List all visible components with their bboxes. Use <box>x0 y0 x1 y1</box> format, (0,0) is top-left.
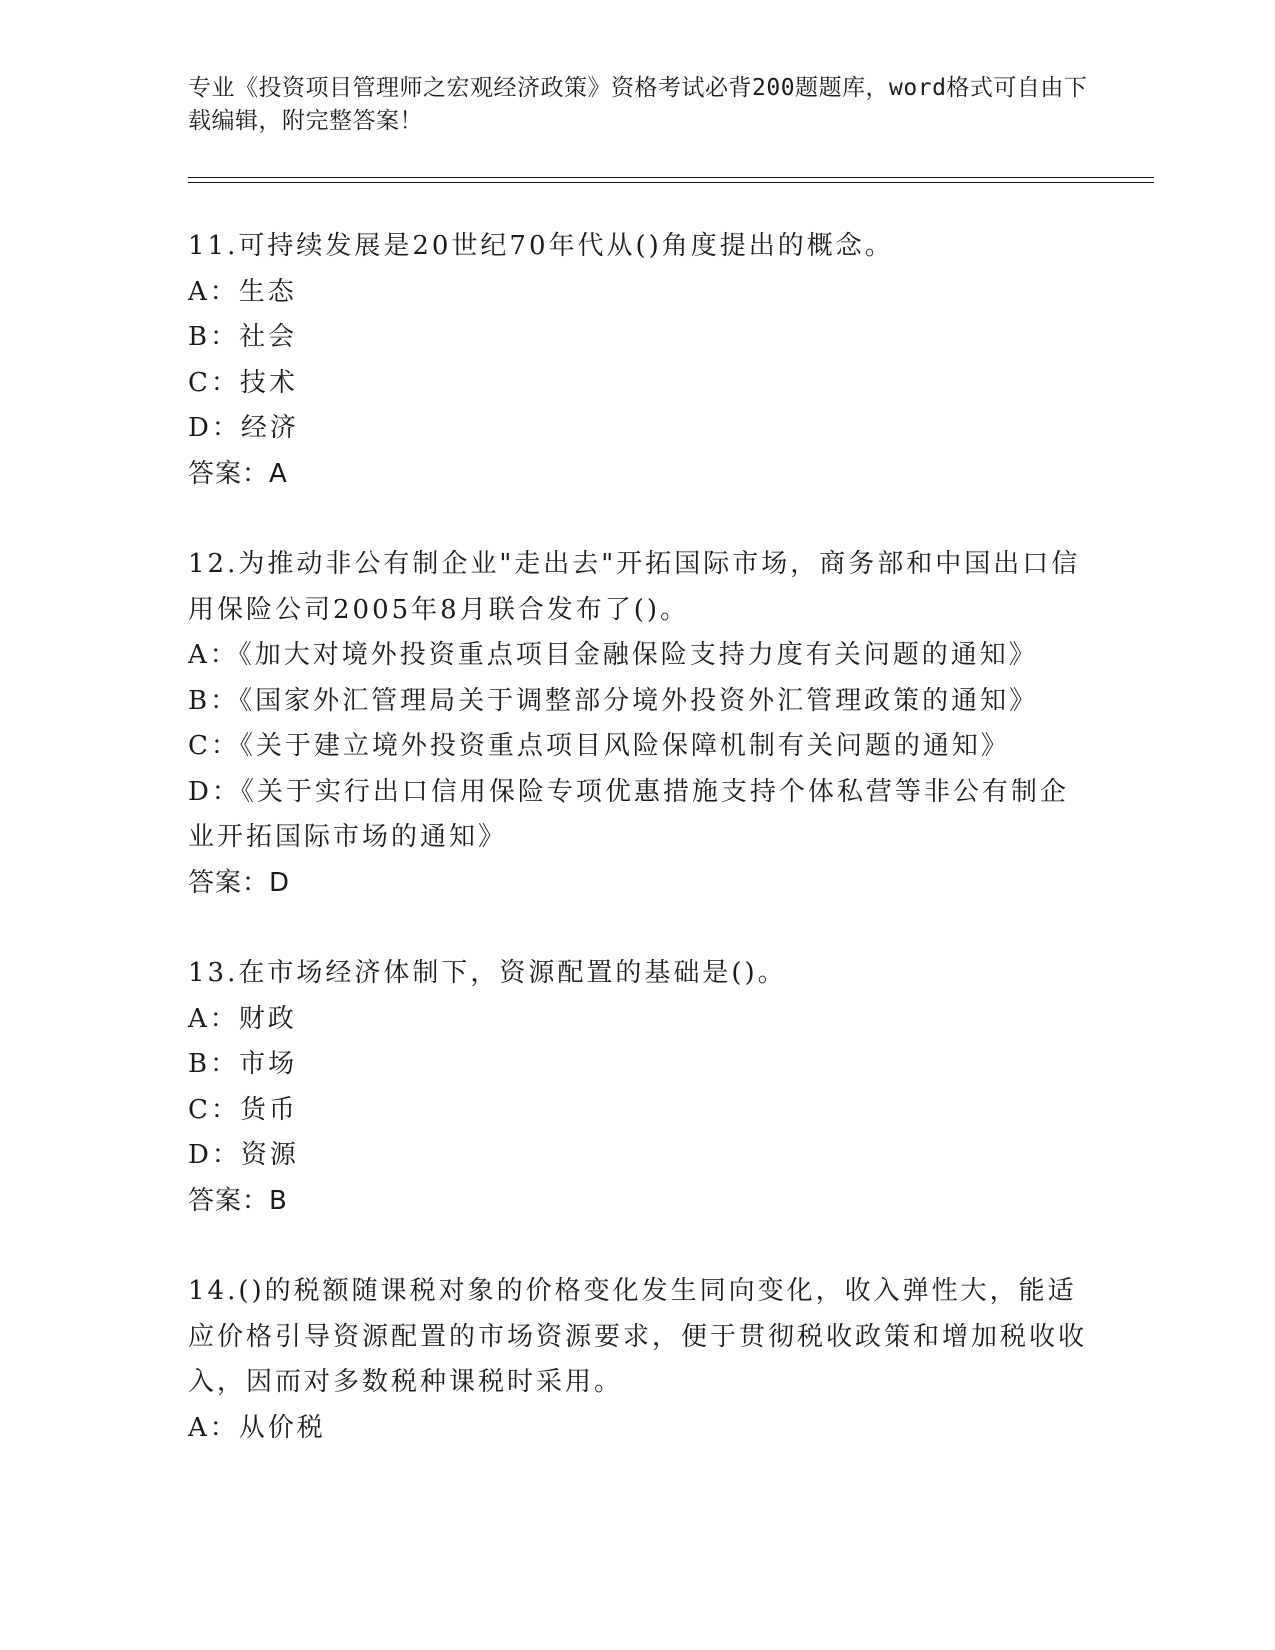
option-b: B：社会 <box>188 322 298 352</box>
option-d: D：资源 <box>188 1140 299 1170</box>
option-d: D：经济 <box>188 413 299 443</box>
option-d: D：《关于实行出口信用保险专项优惠措施支持个体私营等非公有制企业开拓国际市场的通知》 <box>188 776 1069 852</box>
option-c: C：货币 <box>188 1094 298 1125</box>
option-a: A：财政 <box>188 1003 297 1034</box>
question-text: 13.在市场经济体制下，资源配置的基础是()。 <box>188 958 787 988</box>
question-text: 12.为推动非公有制企业"走出去"开拓国际市场，商务部和中国出口信用保险公司2005年8月联合发布了()。 <box>188 549 1081 625</box>
page-title: 专业《投资项目管理师之宏观经济政策》资格考试必背200题题库，word格式可自由下载编辑，附完整答案！ <box>188 75 1088 134</box>
question-item <box>188 951 1088 1224</box>
header-divider-bottom <box>188 182 1154 183</box>
option-a: A：从价税 <box>188 1412 326 1443</box>
answer-line: 答案：B <box>188 1185 288 1216</box>
question-list <box>188 224 1088 1496</box>
option-a: A：《加大对境外投资重点项目金融保险支持力度有关问题的通知》 <box>188 640 1038 670</box>
option-c: C：《关于建立境外投资重点项目风险保障机制有关问题的通知》 <box>188 731 1010 761</box>
question-text: 14.()的税额随课税对象的价格变化发生同向变化，收入弹性大，能适应价格引导资源配置的市场资源要求，便于贯彻税收政策和增加税收收入，因而对多数税种课税时采用。 <box>188 1276 1088 1397</box>
question-item <box>188 542 1088 906</box>
option-c: C：技术 <box>188 367 298 398</box>
answer-line: 答案：A <box>188 458 288 489</box>
question-text: 11.可持续发展是20世纪70年代从()角度提出的概念。 <box>188 231 894 261</box>
option-b: B：《国家外汇管理局关于调整部分境外投资外汇管理政策的通知》 <box>188 685 1039 716</box>
header-divider-top <box>188 177 1154 178</box>
answer-line: 答案：D <box>188 867 291 898</box>
question-item <box>188 224 1088 497</box>
option-b: B：市场 <box>188 1049 298 1079</box>
question-item <box>188 1269 1088 1451</box>
option-a: A：生态 <box>188 276 297 307</box>
